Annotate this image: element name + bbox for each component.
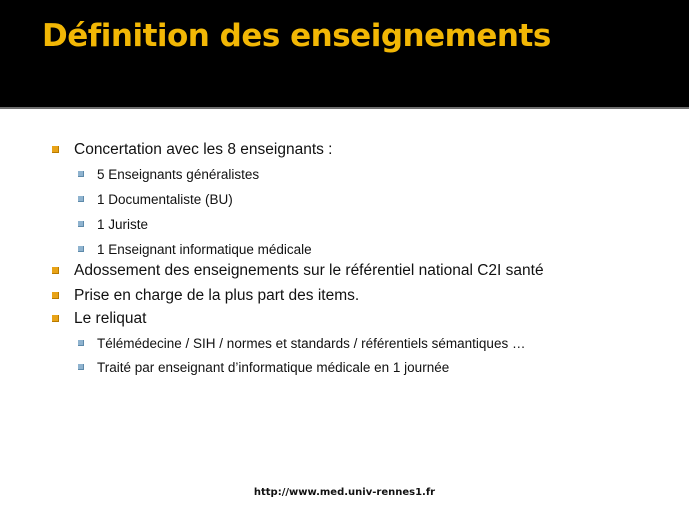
bullet-text: 5 Enseignants généralistes — [97, 167, 260, 182]
square-bullet-icon — [52, 292, 59, 299]
square-bullet-icon — [78, 171, 84, 177]
bullet-item-adossement — [52, 261, 544, 281]
bullet-item-juriste — [78, 216, 148, 234]
bullet-text: 1 Enseignant informatique médicale — [97, 242, 312, 257]
bullet-item-telemedecine — [78, 335, 525, 353]
bullet-item-prise-en-charge — [52, 286, 359, 306]
bullet-item-enseignants-generalistes — [78, 166, 259, 184]
square-bullet-icon — [78, 364, 84, 370]
bullet-text: Traité par enseignant d’informatique médicale en 1 journée — [97, 360, 450, 375]
bullet-item-reliquat — [52, 309, 146, 329]
bullet-item-documentaliste — [78, 191, 233, 209]
square-bullet-icon — [52, 267, 59, 274]
title-divider — [0, 107, 689, 109]
bullet-text: 1 Juriste — [97, 217, 149, 232]
bullet-text: Télémédecine / SIH / normes et standards / référentiels sémantiques … — [97, 336, 526, 351]
slide-title: Définition des enseignements — [42, 18, 551, 54]
bullet-item-enseignant-informatique — [78, 241, 312, 259]
square-bullet-icon — [78, 221, 84, 227]
bullet-text: Adossement des enseignements sur le référentiel national C2I santé — [74, 262, 544, 279]
bullet-text: Concertation avec les 8 enseignants : — [74, 141, 333, 158]
bullet-text: Le reliquat — [74, 310, 147, 327]
square-bullet-icon — [52, 315, 59, 322]
bullet-text: Prise en charge de la plus part des items. — [74, 287, 360, 304]
square-bullet-icon — [78, 196, 84, 202]
footer-url: http://www.med.univ-rennes1.fr — [253, 487, 436, 498]
bullet-item-concertation — [52, 140, 333, 160]
bullet-text: 1 Documentaliste (BU) — [97, 192, 233, 207]
square-bullet-icon — [52, 146, 59, 153]
bullet-item-traite — [78, 359, 449, 377]
title-band — [0, 0, 689, 107]
square-bullet-icon — [78, 246, 84, 252]
square-bullet-icon — [78, 340, 84, 346]
